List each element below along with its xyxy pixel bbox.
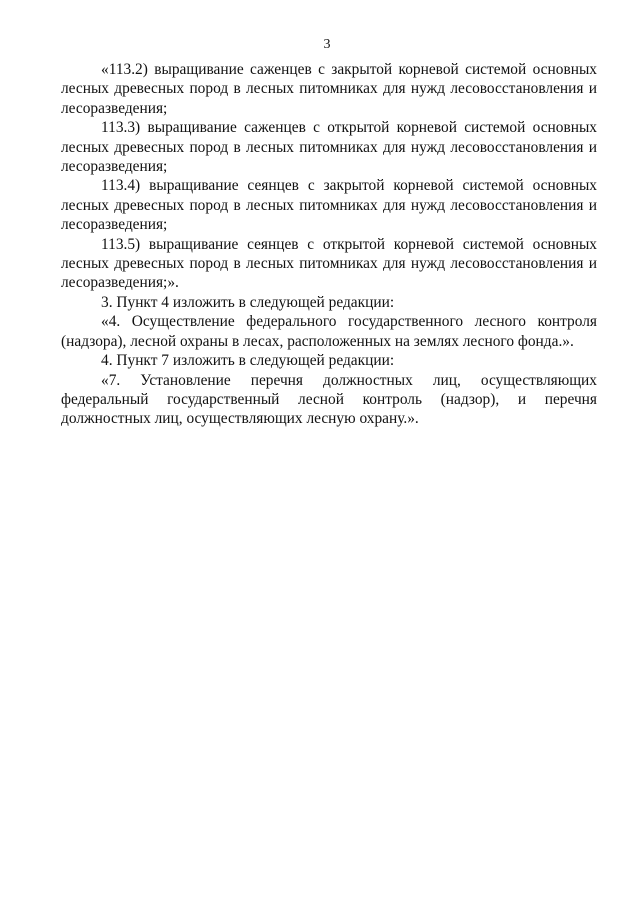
document-body xyxy=(61,60,597,429)
page-number: 3 xyxy=(323,37,331,52)
paragraph-113-4: 113.4) выращивание сеянцев с закрытой корневой системой основных лесных древесных пород в лесных питомниках для нужд лесовосстановления и лесоразведения; xyxy=(61,177,597,234)
paragraph-point-7-text: «7. Установление перечня должностных лиц, осуществляющих федеральный государственный лесной контроль (надзор), и перечня должностных лиц, осуществляющих лесную охрану.». xyxy=(61,371,597,428)
paragraph-item-4: 4. Пункт 7 изложить в следующей редакции: xyxy=(101,352,395,370)
paragraph-point-4-text: «4. Осуществление федерального государственного лесного контроля (надзора), лесной охраны в лесах, расположенных на землях лесного фонда.». xyxy=(61,313,597,350)
paragraph-item-3: 3. Пункт 4 изложить в следующей редакции: xyxy=(101,293,395,311)
paragraph-113-3: 113.3) выращивание саженцев с открытой корневой системой основных лесных древесных пород в лесных питомниках для нужд лесовосстановления и лесоразведения; xyxy=(61,119,597,176)
paragraph-113-5: 113.5) выращивание сеянцев с открытой корневой системой основных лесных древесных пород в лесных питомниках для нужд лесовосстановления и лесоразведения;». xyxy=(61,235,597,292)
paragraph-113-2: «113.2) выращивание саженцев с закрытой корневой системой основных лесных древесных пород в лесных питомниках для нужд лесовосстановления и лесоразведения; xyxy=(61,61,597,117)
